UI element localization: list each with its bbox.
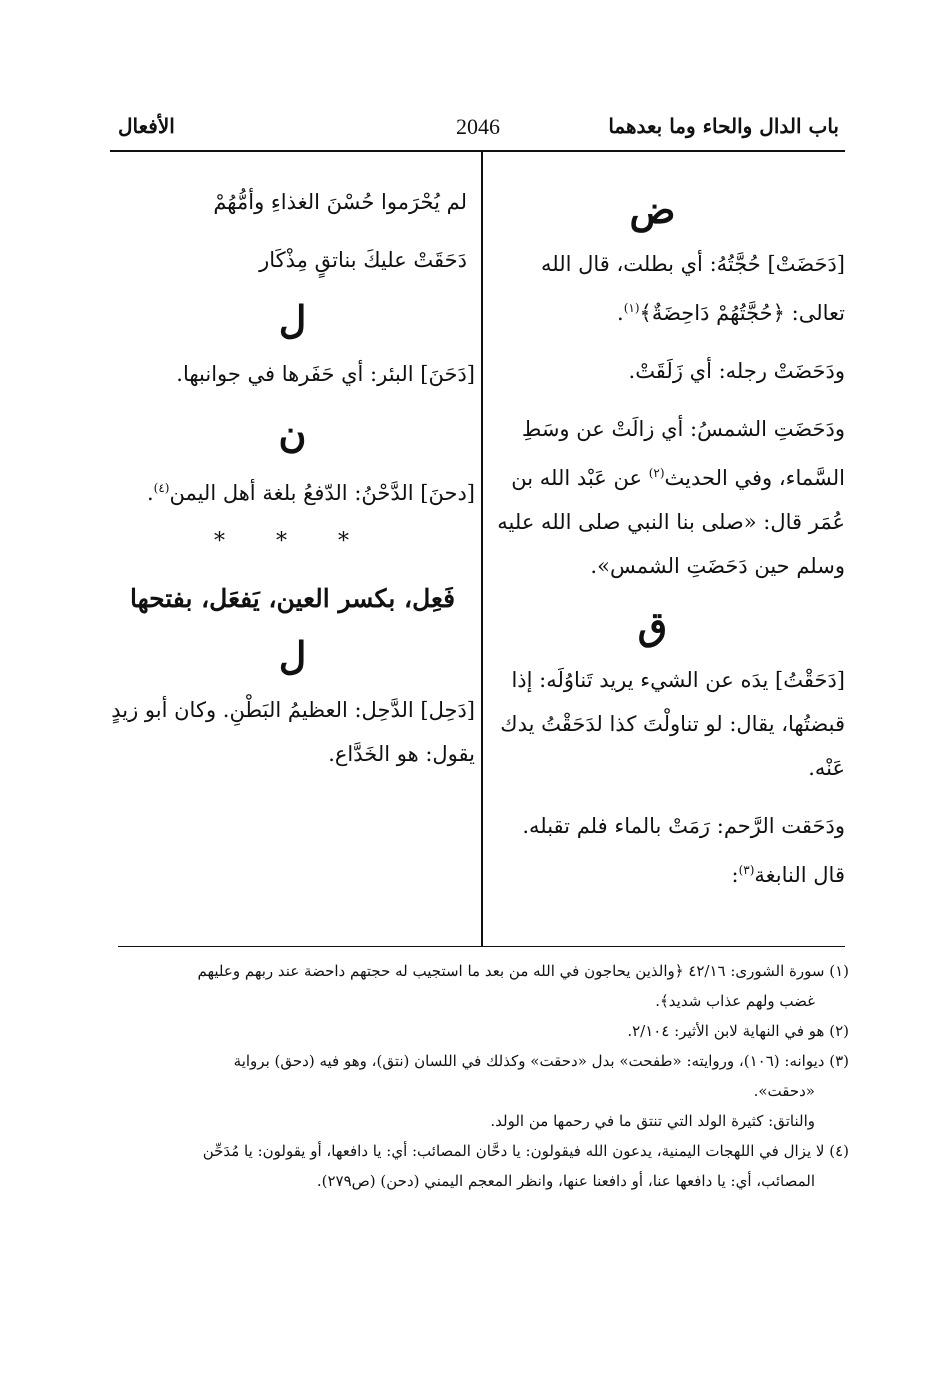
letter-heading-lam: ل (278, 297, 307, 342)
entry-text: ودَحَضَتِ الشمسُ: أي زالَتْ عن وسَطِ السَّماء، وفي الحديث (521, 417, 845, 490)
entry-dahadat-rijl: ودَحَضَتْ رجله: أي زَلَقَتْ. (628, 359, 845, 383)
entry-end: . (617, 301, 624, 325)
section-heading: فَعِل، بكسر العين، يَفعَل، بفتحها (129, 584, 456, 613)
header-rule (110, 150, 845, 152)
entry-dahadat-shams (490, 407, 845, 588)
section-separator: * * * (214, 529, 371, 554)
left-column (110, 180, 475, 790)
footnote-ref-1: (١) (623, 301, 640, 315)
poem-verse-2: دَحَقَتْ عليكَ بناتقٍ مِذْكَار (259, 248, 467, 272)
chapter-title: باب الدال والحاء وما بعدهما (608, 114, 839, 138)
entry-text: [دحنَ] الدَّحْنُ: الدّفعُ بلغة أهل اليمن (169, 481, 475, 505)
letter-heading-lam-2: ل (278, 633, 307, 678)
letter-heading-nun: ن (278, 411, 307, 456)
footnote-2: (٢) هو في النهاية لابن الأثير: ٢/١٠٤. (627, 1022, 849, 1040)
entry-end: : (731, 863, 739, 887)
footnote-ref-2: (٢) (648, 466, 665, 480)
poem-verse-1: لم يُحْرَموا حُسْنَ الغذاءِ وأمُّهُمْ (213, 190, 467, 214)
page-header (118, 110, 839, 150)
footnote-3-continued: «دحقت». (753, 1082, 815, 1100)
page-number: 2046 (456, 114, 500, 139)
entry-dahaqtu: [دَحَقْتُ] يدَه عن الشيء يريد تَناوُلَه: إذا قبضتُها، يقال: لو تناولْتَ كذا لدَحَقْتُ يدك عَنْه. (500, 668, 845, 780)
section-title: الأفعال (118, 114, 175, 138)
footnote-4-continued: المصائب، أي: يا دافعها عنا، أو دافعنا عنها، وانظر المعجم اليمني (دحن) (ص٢٧٩). (316, 1172, 815, 1190)
letter-heading-qaf: ق (637, 603, 668, 648)
entry-text: [دَحَضَتْ] حُجَّتُهُ: أي بطلت، قال الله تعالى: ﴿حُجَّتُهُمْ دَاحِضَةٌ﴾ (541, 252, 845, 325)
column-divider (481, 152, 483, 946)
footnote-3-gloss: والناتق: كثيرة الولد التي تنتق ما في رحمها من الولد. (490, 1112, 815, 1130)
entry-dahaqat-rahim (490, 804, 845, 897)
footnote-ref-4: (٤) (153, 481, 170, 495)
footnote-3: (٣) ديوانه: (١٠٦)، وروايته: «طفحت» بدل «دحقت» وكذلك في اللسان (نتق)، وهو فيه (دحق) برواية (233, 1052, 849, 1070)
footnote-1: (١) سورة الشورى: ٤٢/١٦ ﴿والذين يحاجون في الله من بعد ما استجيب له حجتهم داحضة عند ربهم وعليهم (197, 962, 849, 980)
entry-dahadat (490, 242, 845, 335)
entry-text-continued: عن عَبْد الله بن عُمَر قال: «صلى بنا النبي صلى الله عليه وسلم حين دَحَضَتِ الشمس». (497, 466, 845, 578)
footnote-1-continued: غضب ولهم عذاب شديد﴾. (655, 992, 815, 1010)
entry-text: ودَحَقت الرَّحم: رَمَتْ بالماء فلم تقبله. قال النابغة (522, 814, 845, 887)
footnote-4: (٤) لا يزال في اللهجات اليمنية، يدعون الله فيقولون: يا دحَّان المصائب: أي: يا دافعها، أو يقولون: يا مُدَحِّن (202, 1142, 849, 1160)
entry-dahn (110, 466, 475, 515)
entry-dahil: [دَحِل] الدَّحِل: العظيمُ البَطْنِ. وكان أبو زيدٍ يقول: هو الخَدَّاع. (111, 698, 475, 766)
letter-heading-dad: ض (629, 187, 676, 232)
entry-dahana-bir: [دَحَنَ] البئر: أي حَفَرها في جوانبها. (176, 362, 475, 386)
footnote-ref-3: (٣) (738, 863, 755, 877)
footnotes (118, 956, 849, 1196)
footnote-rule (118, 946, 845, 947)
entry-end: . (146, 481, 154, 505)
right-column (490, 180, 845, 911)
